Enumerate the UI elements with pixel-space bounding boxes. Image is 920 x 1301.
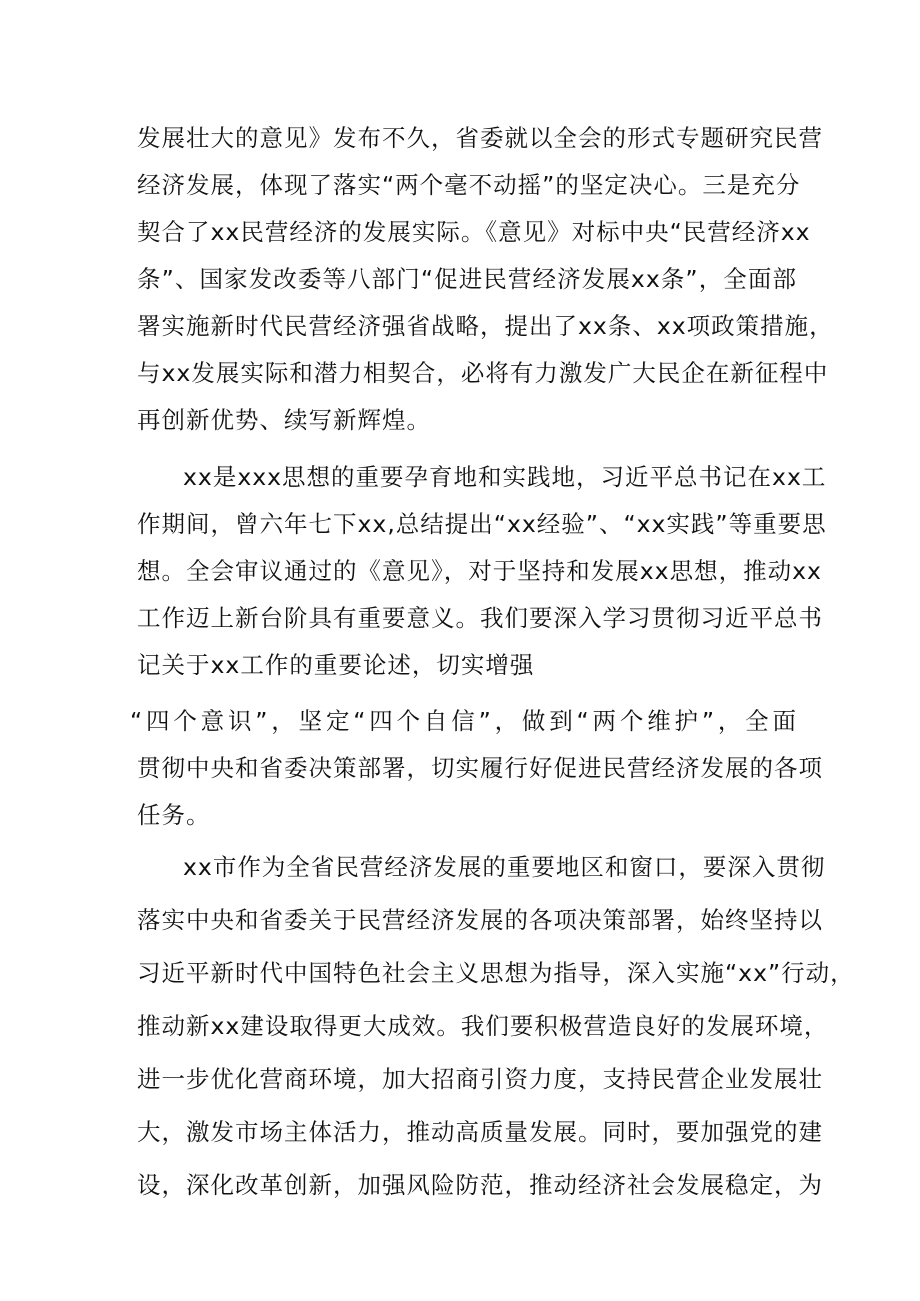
- paragraph-1-line-2: 经济发展，体现了落实“两个毫不动摇”的坚定决心。三是充分: [137, 171, 801, 199]
- paragraph-4-line-2: 落实中央和省委关于民营经济发展的各项决策部署，始终坚持以: [137, 906, 823, 934]
- paragraph-4-line-5: 进一步优化营商环境，加大招商引资力度，支持民营企业发展壮: [137, 1065, 823, 1093]
- paragraph-4-line-3: 习近平新时代中国特色社会主义思想为指导，深入实施“xx”行动，: [137, 959, 855, 987]
- paragraph-2-line-4: 工作迈上新台阶具有重要意义。我们要深入学习贯彻习近平总书: [137, 604, 823, 632]
- paragraph-2-line-1: xx是xxx思想的重要孕育地和实践地，习近平总书记在xx工: [183, 463, 827, 491]
- paragraph-1-line-3: 契合了xx民营经济的发展实际。《意见》对标中央“民营经济xx: [137, 218, 811, 246]
- paragraph-4-line-4: 推动新xx建设取得更大成效。我们要积极营造良好的发展环境，: [137, 1012, 829, 1040]
- paragraph-4-line-6: 大，激发市场主体活力，推动高质量发展。同时，要加强党的建: [137, 1118, 823, 1146]
- paragraph-3-line-1: “四个意识”，坚定“四个自信”，做到“两个维护”，全面: [130, 707, 797, 735]
- paragraph-1-line-5: 署实施新时代民营经济强省战略，提出了xx条、xx项政策措施，: [137, 312, 834, 340]
- paragraph-3-line-3: 任务。: [137, 801, 211, 829]
- paragraph-2-line-3: 想。全会审议通过的《意见》，对于坚持和发展xx思想，推动xx: [137, 557, 822, 585]
- paragraph-2-line-2: 作期间，曾六年七下xx,总结提出“xx经验”、“xx实践”等重要思: [137, 510, 827, 538]
- paragraph-1-line-1: 发展壮大的意见》发布不久，省委就以全会的形式专题研究民营: [137, 124, 823, 152]
- paragraph-2-line-5: 记关于xx工作的重要论述，切实增强: [137, 651, 535, 679]
- paragraph-1-line-7: 再创新优势、续写新辉煌。: [137, 406, 431, 434]
- paragraph-1-line-6: 与xx发展实际和潜力相契合，必将有力激发广大民企在新征程中: [137, 359, 829, 387]
- paragraph-3-line-2: 贯彻中央和省委决策部署，切实履行好促进民营经济发展的各项: [137, 754, 823, 782]
- paragraph-4-line-1: xx市作为全省民营经济发展的重要地区和窗口，要深入贯彻: [183, 853, 826, 881]
- paragraph-1-line-4: 条”、国家发改委等八部门“促进民营经济发展xx条”，全面部: [137, 265, 797, 293]
- paragraph-4-line-7: 设，深化改革创新，加强风险防范，推动经济社会发展稳定，为: [137, 1171, 823, 1199]
